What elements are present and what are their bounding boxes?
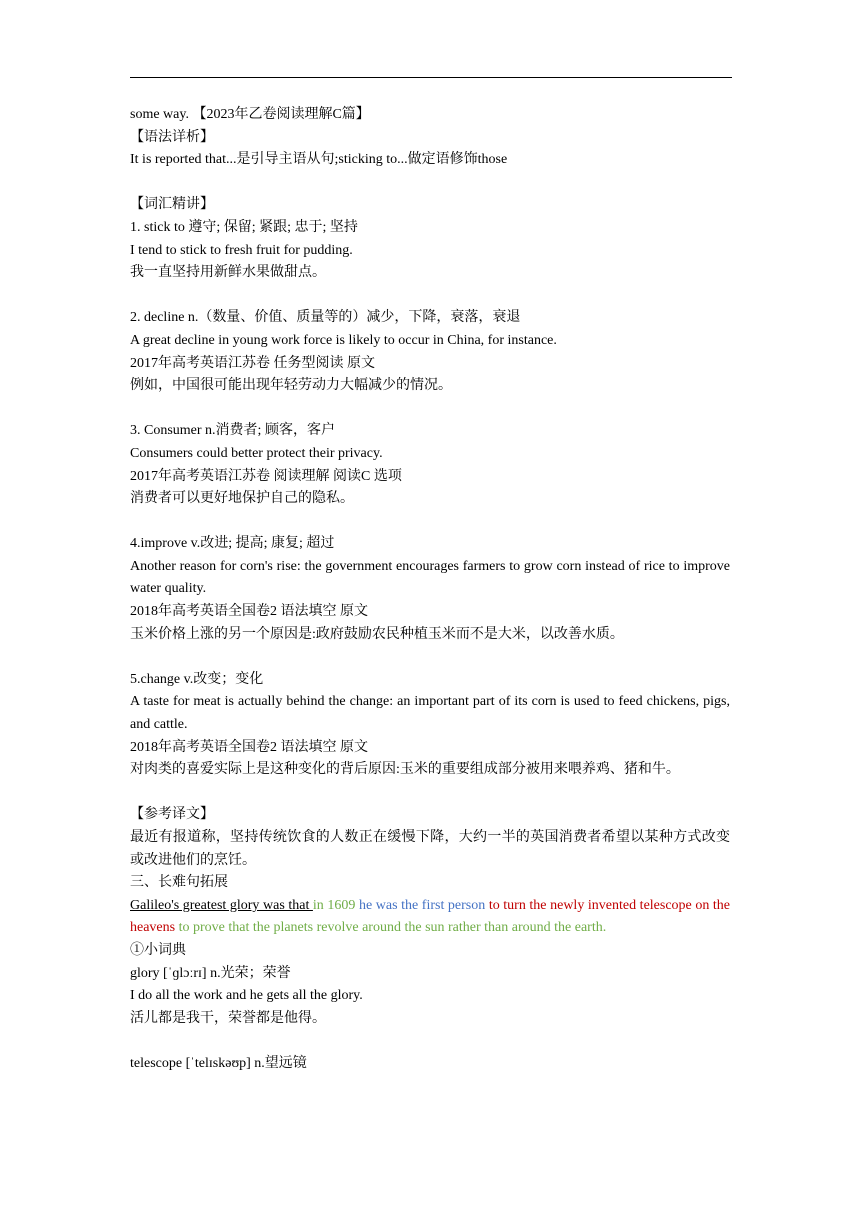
text-line: It is reported that...是引导主语从句;sticking to...做定语修饰those: [130, 152, 508, 168]
vocab-entry-title: 1. stick to 遵守; 保留; 紧跟; 忠于; 坚持: [130, 219, 358, 235]
blank-line: [130, 172, 730, 195]
example-source: 2017年高考英语江苏卷 阅读理解 阅读C 选项: [130, 468, 402, 484]
example-translation: 我一直坚持用新鲜水果做甜点。: [130, 265, 326, 281]
example-translation: 活儿都是我干，荣誉都是他得。: [130, 1010, 326, 1026]
blank-line: [130, 782, 730, 805]
example-translation: 例如，中国很可能出现年轻劳动力大幅减少的情况。: [130, 378, 452, 394]
section-heading-long-sentence: 三、长难句拓展: [130, 875, 228, 891]
vocab-entry-title: 5.change v.改变；变化: [130, 671, 264, 687]
blank-line: [130, 285, 730, 308]
glossary-entry: glory [ˈɡlɔːrɪ] n.光荣；荣誉: [130, 965, 291, 981]
example-sentence: A taste for meat is actually behind the change: an important part of its corn is used to feed chickens, pigs, and cattle.: [130, 694, 730, 733]
sentence-purpose-adverbial: to prove that the planets revolve around the sun rather than around the earth.: [175, 920, 607, 936]
blank-line: [130, 511, 730, 534]
sentence-infinitive-attribute: to turn the newly invented telescope on the heavens: [130, 897, 731, 936]
example-translation: 玉米价格上涨的另一个原因是:政府鼓励农民种植玉米而不是大米，以改善水质。: [130, 626, 624, 642]
vocab-entry-title: 4.improve v.改进; 提高; 康复; 超过: [130, 536, 335, 552]
reference-translation: 最近有报道称，坚持传统饮食的人数正在缓慢下降，大约一半的英国消费者希望以某种方式改变或改进他们的烹饪。: [130, 830, 730, 868]
vocab-entry-title: 2. decline n.（数量、价值、质量等的）减少，下降，衰落，衰退: [130, 310, 521, 326]
blank-line: [130, 646, 730, 669]
example-sentence: I tend to stick to fresh fruit for pudding.: [130, 242, 353, 258]
example-source: 2017年高考英语江苏卷 任务型阅读 原文: [130, 355, 375, 371]
sentence-main-clause: Galileo's greatest glory was that: [130, 897, 313, 913]
glossary-heading: ①小词典: [130, 942, 186, 958]
example-source: 2018年高考英语全国卷2 语法填空 原文: [130, 739, 368, 755]
section-heading-grammar: 【语法详析】: [130, 129, 214, 145]
sentence-predicative: he was the first person: [355, 897, 486, 913]
glossary-entry: telescope [ˈtelɪskəʊp] n.望远镜: [130, 1055, 307, 1071]
example-sentence: A great decline in young work force is likely to occur in China, for instance.: [130, 332, 557, 348]
blank-line: [130, 398, 730, 421]
example-source: 2018年高考英语全国卷2 语法填空 原文: [130, 604, 368, 620]
text-line: some way. 【2023年乙卷阅读理解C篇】: [130, 107, 370, 122]
section-heading-translation: 【参考译文】: [130, 807, 214, 823]
section-heading-vocabulary: 【词汇精讲】: [130, 197, 214, 213]
document-body: [130, 104, 730, 1076]
vocab-entry-title: 3. Consumer n.消费者; 顾客，客户: [130, 423, 335, 439]
example-sentence: I do all the work and he gets all the glory.: [130, 988, 363, 1004]
long-sentence: [130, 895, 730, 940]
example-translation: 消费者可以更好地保护自己的隐私。: [130, 491, 354, 507]
sentence-time-adverbial: in 1609: [312, 897, 356, 913]
example-sentence: Another reason for corn's rise: the government encourages farmers to grow corn instead of rice to improve water quality.: [130, 558, 730, 597]
blank-line: [130, 1030, 730, 1053]
header-rule: [130, 77, 732, 78]
example-translation: 对肉类的喜爱实际上是这种变化的背后原因:玉米的重要组成部分被用来喂养鸡、猪和牛。: [130, 762, 680, 778]
example-sentence: Consumers could better protect their privacy.: [130, 445, 383, 461]
